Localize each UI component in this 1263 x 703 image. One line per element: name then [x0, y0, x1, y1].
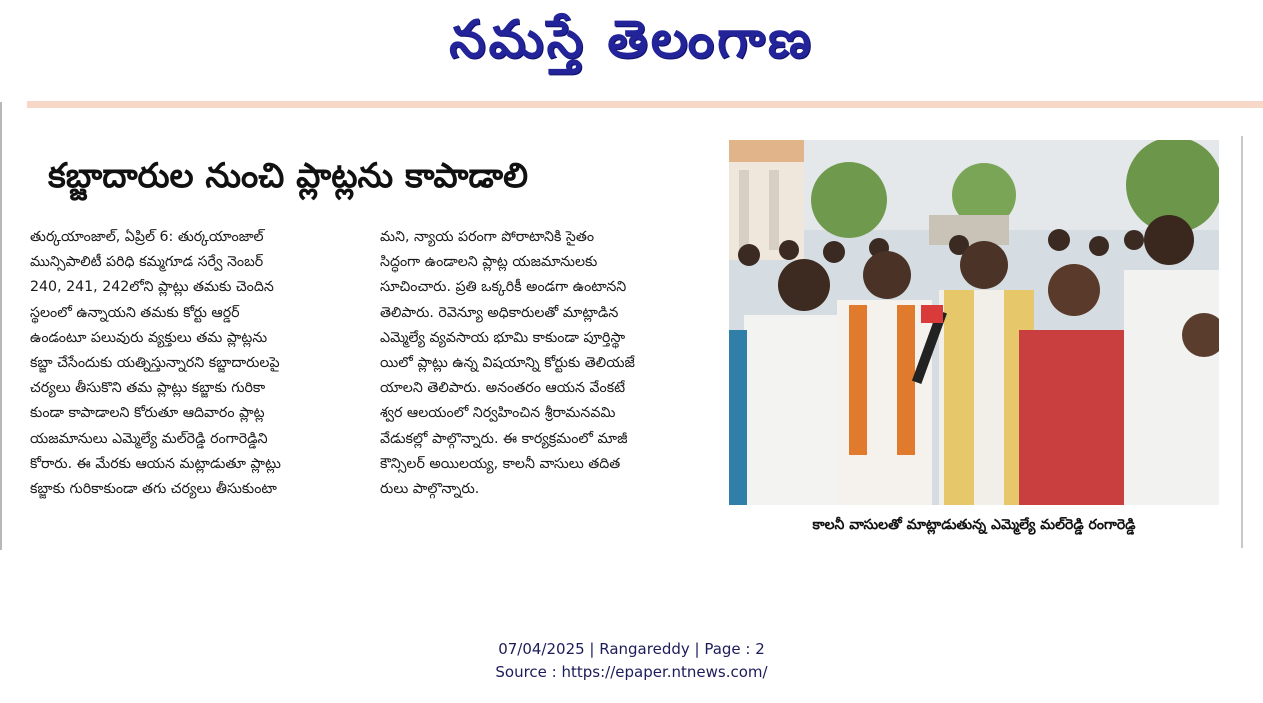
column-2-line: కౌన్సిలర్ అయిలయ్య, కాలనీ వాసులు తదిత	[380, 455, 621, 472]
column-1-line: చర్యలు తీసుకొని తమ ప్లాట్లు కబ్జాకు గురికా	[30, 380, 266, 397]
top-rule	[27, 101, 1263, 108]
column-2-line: రులు పాల్గొన్నారు.	[380, 481, 480, 498]
right-border	[1241, 136, 1243, 548]
column-1-line: యజమానులు ఎమ్మెల్యే మల్‌రెడ్డి రంగారెడ్డిని	[30, 430, 268, 447]
article-column-2	[380, 225, 715, 502]
article-column-1	[30, 225, 360, 502]
column-1-line: తుర్కయాంజాల్, ఏప్రిల్ 6: తుర్కయాంజాల్	[30, 229, 264, 245]
footer-date-line: 07/04/2025 | Rangareddy | Page : 2	[498, 640, 765, 658]
photo-caption: కాలనీ వాసులతో మాట్లాడుతున్న ఎమ్మెల్యే మల్‌రెడ్డి రంగారెడ్డి	[812, 517, 1136, 533]
column-2-line: తెలిపారు. రెవెన్యూ అధికారులతో మాట్లాడిన	[380, 304, 619, 321]
column-2-line: యిలో ప్లాట్లు ఉన్న విషయాన్ని కోర్టుకు తెలియజే	[380, 355, 635, 372]
masthead	[0, 0, 1263, 80]
footer	[0, 638, 1263, 684]
column-2-line: యాలని తెలిపారు. అనంతరం ఆయన వేంకటే	[380, 380, 626, 397]
column-1-line: కుండా కాపాడాలని కోరుతూ ఆదివారం ప్లాట్ల	[30, 405, 265, 422]
column-1-line: ఉండంటూ పలువురు వ్యక్తులు తమ ప్లాట్లను	[30, 329, 268, 346]
article-headline: కబ్జాదారుల నుంచి ప్లాట్లను కాపాడాలి	[48, 156, 529, 196]
column-1-line: 240, 241, 242లోని ప్లాట్లు తమకు చెందిన	[30, 279, 274, 296]
column-2-line: శ్వర ఆలయంలో నిర్వహించిన శ్రీరామనవమి	[380, 405, 616, 422]
column-1-line: కబ్జాకు గురికాకుండా తగు చర్యలు తీసుకుంటా	[30, 481, 277, 498]
article-photo-illustration	[729, 140, 1219, 505]
column-2-line: సూచించారు. ప్రతి ఒక్కరికీ అండగా ఉంటానని	[380, 279, 627, 296]
footer-source-line: Source : https://epaper.ntnews.com/	[495, 663, 768, 681]
column-2-line: వేడుకల్లో పాల్గొన్నారు. ఈ కార్యక్రమంలో మాజీ	[380, 430, 628, 447]
article-photo	[729, 140, 1219, 505]
column-2-line: మని, న్యాయ పరంగా పోరాటానికి సైతం	[380, 229, 595, 245]
column-1-line: కబ్జా చేసేందుకు యత్నిస్తున్నారని కబ్జాదారులపై	[30, 355, 280, 372]
column-1-line: మున్సిపాలిటీ పరిధి కమ్మగూడ సర్వే నెంబర్	[30, 254, 264, 271]
masthead-title: నమస్తే తెలంగాణ	[449, 9, 814, 70]
column-2-line: సిద్ధంగా ఉండాలని ప్లాట్ల యజమానులకు	[380, 254, 598, 271]
column-2-line: ఎమ్మెల్యే వ్యవసాయ భూమి కాకుండా పూర్తిస్థా	[380, 329, 626, 346]
column-1-line: కోరారు. ఈ మేరకు ఆయన మట్లాడుతూ ప్లాట్లు	[30, 455, 281, 472]
column-1-line: స్థలంలో ఉన్నాయని తమకు కోర్టు ఆర్డర్	[30, 304, 240, 321]
left-border	[0, 102, 2, 550]
